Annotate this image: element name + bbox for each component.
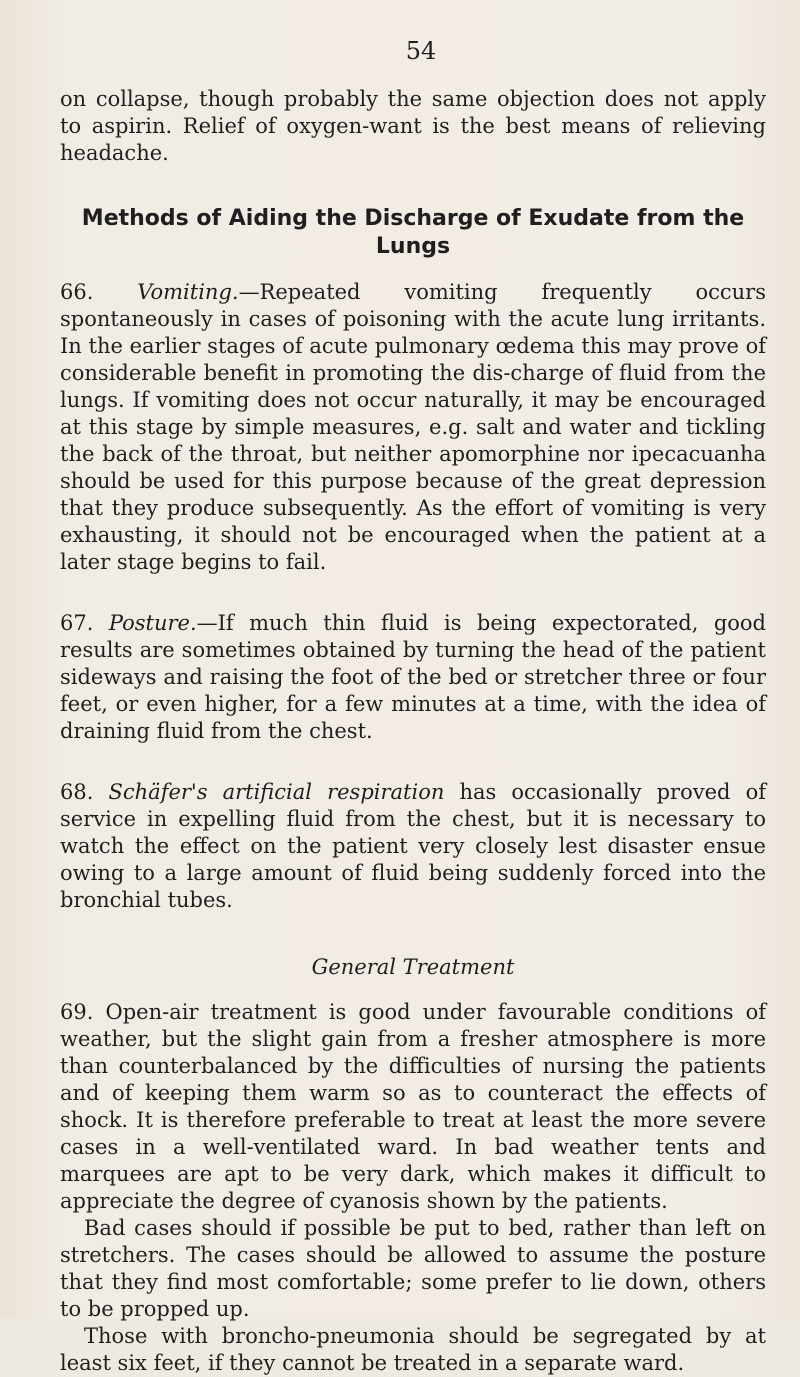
paragraph-66 bbox=[60, 279, 766, 576]
paragraph-69-broncho-pneumonia: Those with broncho-pneumonia should be segregated by at least six feet, if they cannot be treated in a separate ward. bbox=[60, 1324, 766, 1375]
paragraph-68 bbox=[60, 779, 766, 914]
section-heading: Methods of Aiding the Discharge of Exudate from the Lungs bbox=[81, 206, 745, 259]
paragraph-69-bad-cases: Bad cases should if possible be put to bed, rather than left on stretchers. The cases should be allowed to assume the posture that they find most comfortable; some prefer to lie down, others to be propped up. bbox=[60, 1216, 766, 1321]
paragraph-68-lead: Schäfer's artificial respiration bbox=[108, 780, 445, 804]
paragraph-67-lead: Posture. bbox=[108, 611, 197, 635]
paragraph-67-number: 67. bbox=[60, 611, 94, 635]
intro-paragraph: on collapse, though probably the same objection does not apply to aspirin. Relief of oxygen-want is the best means of relieving headache. bbox=[60, 87, 766, 165]
paragraph-67-text: —If much thin fluid is being expectorated, good results are sometimes obtained by turning the head of the patient sideways and raising the foot of the bed or stretcher three or four feet, or even higher, for a few minutes at a time, with the idea of draining fluid from the chest. bbox=[60, 611, 766, 743]
paragraph-66-text: —Repeated vomiting frequently occurs spontaneously in cases of poisoning with the acute lung irritants. In the earlier stages of acute pulmonary œdema this may prove of considerable benefit in promoting the dis-charge of fluid from the lungs. If vomiting does not occur naturally, it may be encouraged at this stage by simple measures, e.g. salt and water and tickling the back of the throat, but neither apomorphine nor ipecacuanha should be used for this purpose because of the great depression that they produce subsequently. As the effort of vomiting is very exhausting, it should not be encouraged when the patient at a later stage begins to fail. bbox=[60, 280, 766, 574]
paragraph-69-text: Open-air treatment is good under favourable conditions of weather, but the slight gain from a fresher atmosphere is more than counterbalanced by the difficulties of nursing the patients and of keeping them warm so as to counteract the effects of shock. It is therefore preferable to treat at least the more severe cases in a well-ventilated ward. In bad weather tents and marquees are apt to be very dark, which makes it difficult to appreciate the degree of cyanosis shown by the patients. bbox=[60, 1000, 766, 1213]
paragraph-68-number: 68. bbox=[60, 780, 94, 804]
paragraph-68-text: has occasionally proved of service in expelling fluid from the chest, but it is necessary to watch the effect on the patient very closely lest disaster ensue owing to a large amount of fluid being suddenly forced into the bronchial tubes. bbox=[60, 780, 766, 912]
paragraph-69 bbox=[60, 999, 766, 1215]
paragraph-66-lead: Vomiting. bbox=[137, 280, 239, 304]
paragraph-69-number: 69. bbox=[60, 1000, 94, 1024]
subheading-general-treatment: General Treatment bbox=[311, 955, 515, 979]
paragraph-67 bbox=[60, 610, 766, 745]
paragraph-66-number: 66. bbox=[60, 280, 94, 304]
page-number: 54 bbox=[405, 37, 437, 65]
